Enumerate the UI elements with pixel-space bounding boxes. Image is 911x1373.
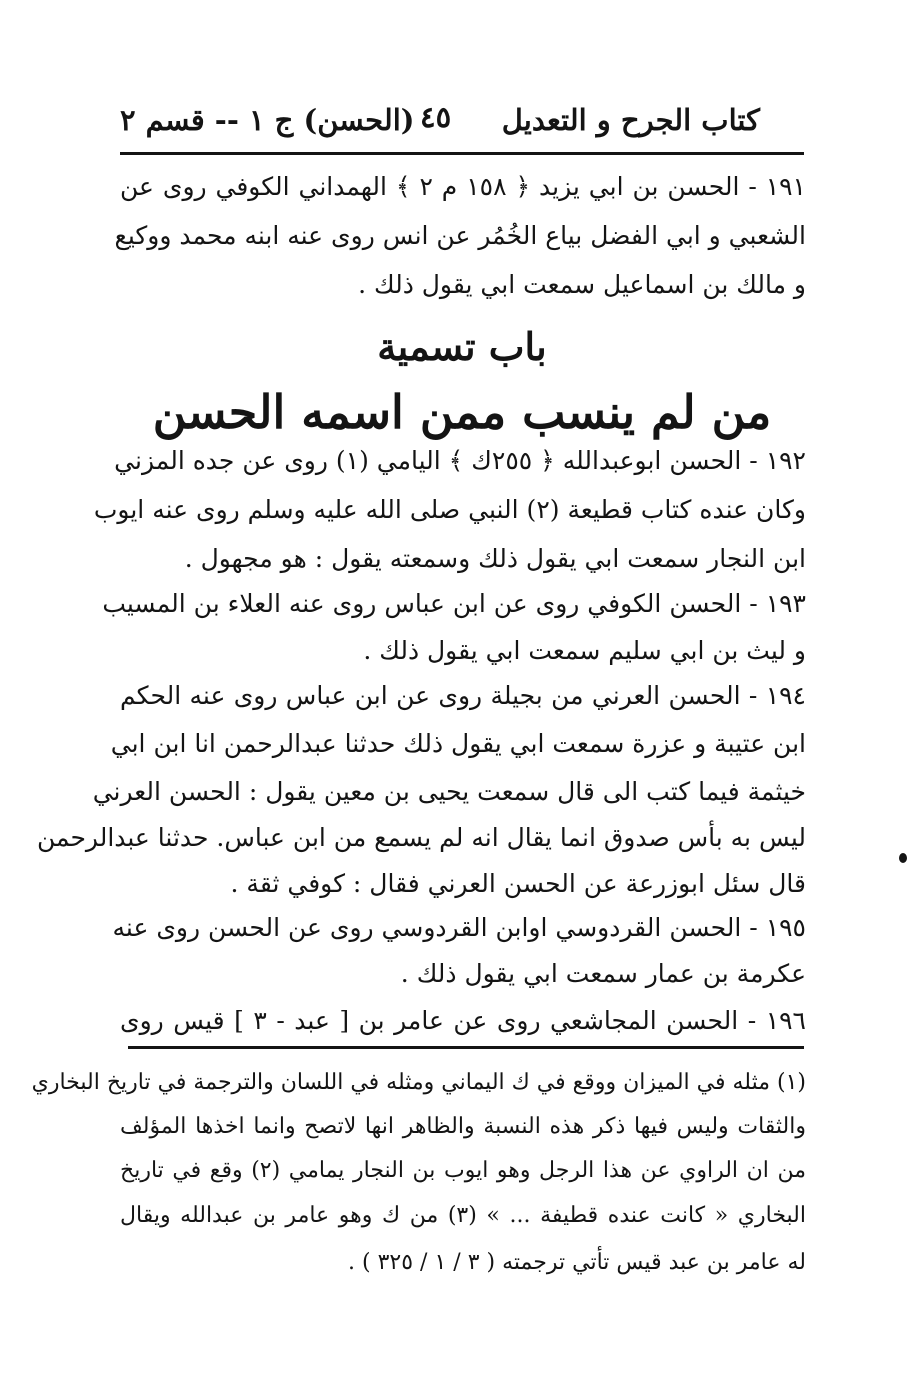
volume-section: (الحسن) ج ١ -- قسم ٢ [120,103,415,137]
entry-194-line-3: خيثمة فيما كتب الى قال سمعت يحيى بن معين يقول : الحسن العرني [92,777,806,806]
section-heading-line-2: من لم ينسب ممن اسمه الحسن [152,385,772,439]
book-title: كتاب الجرح و التعديل [501,103,760,137]
header-rule [120,152,804,155]
footnote-line-2: والثقات وليس فيها ذكر هذه النسبة والظاهر انها لاتصح وانما اخذها المؤلف [120,1114,806,1139]
page-number: ٤٥ [420,100,452,134]
footnote-line-1: (١) مثله في الميزان ووقع في ك اليماني ومثله في اللسان والترجمة في تاريخ البخاري [31,1070,806,1095]
entry-195-line-2: عكرمة بن عمار سمعت ابي يقول ذلك . [400,959,806,988]
entry-193-line-2: و ليث بن ابي سليم سمعت ابي يقول ذلك . [363,636,806,665]
running-header [120,92,760,148]
entry-194-line-5: قال سئل ابوزرعة عن الحسن العرني فقال : كوفي ثقة . [230,869,806,898]
footnote-line-3: من ان الراوي عن هذا الرجل وهو ايوب بن النجار يمامي (٢) وقع في تاريخ [120,1158,806,1183]
entry-192-line-2: وكان عنده كتاب قطيعة (٢) النبي صلى الله عليه وسلم روى عنه ايوب [93,495,806,524]
entry-191-line-2: الشعبي و ابي الفضل بياع الخُمُر عن انس روى عنه ابنه محمد ووكيع [114,221,806,250]
entry-191-line-3: و مالك بن اسماعيل سمعت ابي يقول ذلك . [358,270,806,299]
entry-192-line-3: ابن النجار سمعت ابي يقول ذلك وسمعته يقول : هو مجهول . [184,544,806,573]
footnote-line-4: البخاري « كانت عنده قطيفة ... » (٣) من ك وهو عامر بن عبدالله ويقال [120,1203,806,1228]
margin-ink-dot [899,853,907,863]
entry-194-line-2: ابن عتيبة و عزرة سمعت ابي يقول ذلك حدثنا عبدالرحمن انا ابن ابي [110,729,806,758]
entry-194-line-4: ليس به بأس صدوق انما يقال انه لم يسمع من ابن عباس. حدثنا عبدالرحمن [36,823,806,852]
entry-192-line-1: ١٩٢ - الحسن ابوعبدالله ﴿ ٢٥٥ك ﴾ اليامي (١) روى عن جده المزني [114,446,806,475]
entry-196-line-1: ١٩٦ - الحسن المجاشعي روى عن عامر بن [ عبد - ٣ ] قيس روى [120,1006,806,1035]
entry-195-line-1: ١٩٥ - الحسن القردوسي اوابن القردوسي روى عن الحسن روى عنه [112,913,806,942]
entry-191-line-1: ١٩١ - الحسن بن ابي يزيد ﴿ ١٥٨ م ٢ ﴾ الهمداني الكوفي روى عن [120,172,806,201]
section-heading-line-1: باب تسمية [377,324,547,369]
entry-194-line-1: ١٩٤ - الحسن العرني من بجيلة روى عن ابن عباس روى عنه الحكم [120,681,806,710]
entry-193-line-1: ١٩٣ - الحسن الكوفي روى عن ابن عباس روى عنه العلاء بن المسيب [102,589,806,618]
footnote-rule [128,1046,804,1049]
footnote-line-5: له عامر بن عبد قيس تأتي ترجمته ( ٣ / ١ / ٣٢٥ ) . [348,1250,806,1275]
